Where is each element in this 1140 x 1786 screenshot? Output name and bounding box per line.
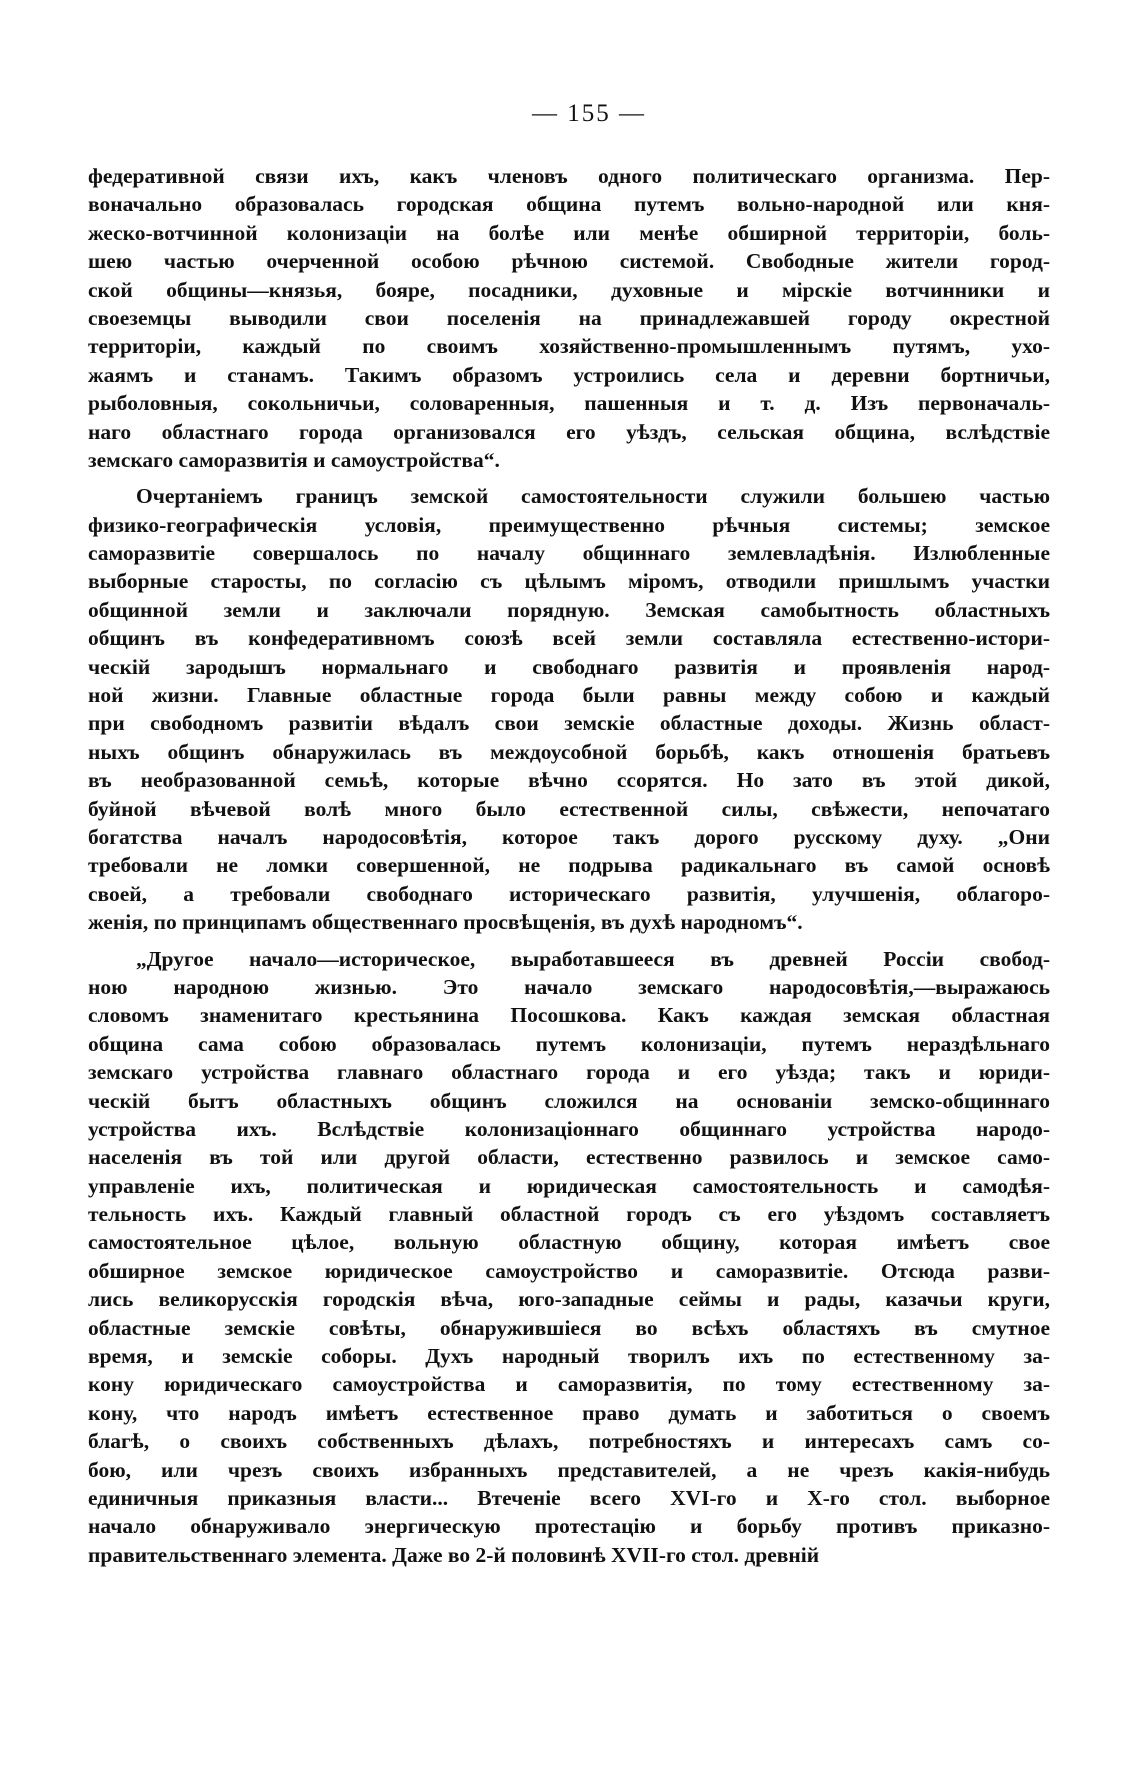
text-line: въ необразованной семьѣ, которые вѣчно ссорятся. Но зато въ этой дикой, bbox=[88, 768, 1050, 793]
text-line: ческій бытъ областныхъ общинъ сложился на основаніи земско-общиннаго bbox=[88, 1088, 1050, 1113]
paragraph-gap bbox=[88, 474, 1050, 482]
text-line: земскаго устройства главнаго областнаго города и его уѣзда; такъ и юриди- bbox=[88, 1060, 1050, 1085]
text-line: начало обнаруживало энергическую протестацію и борьбу противъ приказно- bbox=[88, 1514, 1050, 1539]
text-line: областные земскіе совѣты, обнаружившіеся во всѣхъ областяхъ въ смутное bbox=[88, 1315, 1050, 1340]
text-line: жаямъ и станамъ. Такимъ образомъ устроились села и деревни бортничьи, bbox=[88, 362, 1050, 387]
text-line: физико-географическія условія, преимущественно рѣчныя системы; земское bbox=[88, 512, 1050, 537]
text-line: шею частью очерченной особою рѣчною системой. Свободные жители город- bbox=[88, 249, 1050, 274]
text-line: „Другое начало—историческое, выработавшееся въ древней Россіи свобод- bbox=[136, 946, 1050, 971]
text-line: кону, что народъ имѣетъ естественное право думать и заботиться о своемъ bbox=[88, 1400, 1050, 1425]
text-line: рыболовныя, сокольничьи, соловаренныя, пашенныя и т. д. Изъ первоначаль- bbox=[88, 391, 1050, 416]
text-line: земскаго саморазвитія и самоустройства“. bbox=[88, 447, 500, 472]
text-line: бою, или чрезъ своихъ избранныхъ представителей, а не чрезъ какія-нибудь bbox=[88, 1457, 1050, 1482]
text-line: наго областнаго города организовался его уѣздъ, сельская община, вслѣдствіе bbox=[88, 419, 1050, 444]
paragraph bbox=[88, 482, 1050, 936]
text-line: время, и земскіе соборы. Духъ народный творилъ ихъ по естественному за- bbox=[88, 1344, 1050, 1369]
text-line: управленіе ихъ, политическая и юридическая самостоятельность и самодѣя- bbox=[88, 1173, 1050, 1198]
text-line: общинъ въ конфедеративномъ союзѣ всей земли составляла естественно-истори- bbox=[88, 626, 1050, 651]
text-line: общинной земли и заключали порядную. Земская самобытность областныхъ bbox=[88, 597, 1050, 622]
text-line: единичныя приказныя власти... Втеченіе всего XVI-го и X-го стол. выборное bbox=[88, 1485, 1050, 1510]
text-line: жеско-вотчинной колонизаціи на болѣе или менѣе обширной территоріи, боль- bbox=[88, 220, 1050, 245]
page-number: — 155 — bbox=[532, 100, 646, 127]
text-line: при свободномъ развитіи вѣдалъ свои земскіе областные доходы. Жизнь област- bbox=[88, 711, 1050, 736]
text-line: обширное земское юридическое самоустройство и саморазвитіе. Отсюда разви- bbox=[88, 1258, 1050, 1283]
paragraph-gap bbox=[88, 937, 1050, 945]
text-line: кону юридическаго самоустройства и саморазвитія, по тому естественному за- bbox=[88, 1372, 1050, 1397]
text-line: территоріи, каждый по своимъ хозяйственно-промышленнымъ путямъ, ухо- bbox=[88, 334, 1050, 359]
page bbox=[88, 100, 1050, 1569]
text-line: своей, а требовали свободнаго историческаго развитія, улучшенія, облагоро- bbox=[88, 881, 1050, 906]
text-line: требовали не ломки совершенной, не подрыва радикальнаго въ самой основѣ bbox=[88, 853, 1050, 878]
text-line: богатства началъ народосовѣтія, которое такъ дорого русскому духу. „Они bbox=[88, 824, 1050, 849]
text-line: словомъ знаменитаго крестьянина Посошкова. Какъ каждая земская областная bbox=[88, 1003, 1050, 1028]
text-line: Очертаніемъ границъ земской самостоятельности служили большею частью bbox=[136, 484, 1050, 509]
text-line: ныхъ общинъ обнаружилась въ междоусобной борьбѣ, какъ отношенія братьевъ bbox=[88, 739, 1050, 764]
paragraph bbox=[88, 945, 1050, 1570]
text-line: благѣ, о своихъ собственныхъ дѣлахъ, потребностяхъ и интересахъ самъ со- bbox=[88, 1429, 1050, 1454]
text-line: воначально образовалась городская община путемъ вольно-народной или кня- bbox=[88, 192, 1050, 217]
text-line: ною народною жизнью. Это начало земскаго народосовѣтія,—выражаюсь bbox=[88, 974, 1050, 999]
text-line: выборные старосты, по согласію съ цѣлымъ міромъ, отводили пришлымъ участки bbox=[88, 569, 1050, 594]
text-line: тельность ихъ. Каждый главный областной городъ съ его уѣздомъ составляетъ bbox=[88, 1202, 1050, 1227]
text-line: населенія въ той или другой области, естественно развилось и земское само- bbox=[88, 1145, 1050, 1170]
text-body bbox=[88, 162, 1050, 1569]
text-line: женія, по принципамъ общественнаго просвѣщенія, въ духѣ народномъ“. bbox=[88, 910, 803, 935]
paragraph bbox=[88, 162, 1050, 474]
text-line: буйной вѣчевой волѣ много было естественной силы, свѣжести, непочатаго bbox=[88, 796, 1050, 821]
text-line: самостоятельное цѣлое, вольную областную общину, которая имѣетъ свое bbox=[88, 1230, 1050, 1255]
text-line: ской общины—князья, бояре, посадники, духовные и мірскіе вотчинники и bbox=[88, 277, 1050, 302]
text-line: ной жизни. Главные областные города были равны между собою и каждый bbox=[88, 683, 1050, 708]
text-line: правительственнаго элемента. Даже во 2-й половинѣ XVII-го стол. древній bbox=[88, 1542, 820, 1567]
text-line: община сама собою образовалась путемъ колонизаціи, путемъ нераздѣльнаго bbox=[88, 1031, 1050, 1056]
text-line: ческій зародышъ нормальнаго и свободнаго развитія и проявленія народ- bbox=[88, 654, 1050, 679]
text-line: устройства ихъ. Вслѣдствіе колонизаціоннаго общиннаго устройства народо- bbox=[88, 1116, 1050, 1141]
text-line: саморазвитіе совершалось по началу общиннаго землевладѣнія. Излюбленные bbox=[88, 541, 1050, 566]
text-line: федеративной связи ихъ, какъ членовъ одного политическаго организма. Пер- bbox=[88, 164, 1050, 188]
text-line: своеземцы выводили свои поселенія на принадлежавшей городу окрестной bbox=[88, 305, 1050, 330]
text-line: лись великорусскія городскія вѣча, юго-западные сеймы и рады, казачьи круги, bbox=[88, 1287, 1050, 1312]
